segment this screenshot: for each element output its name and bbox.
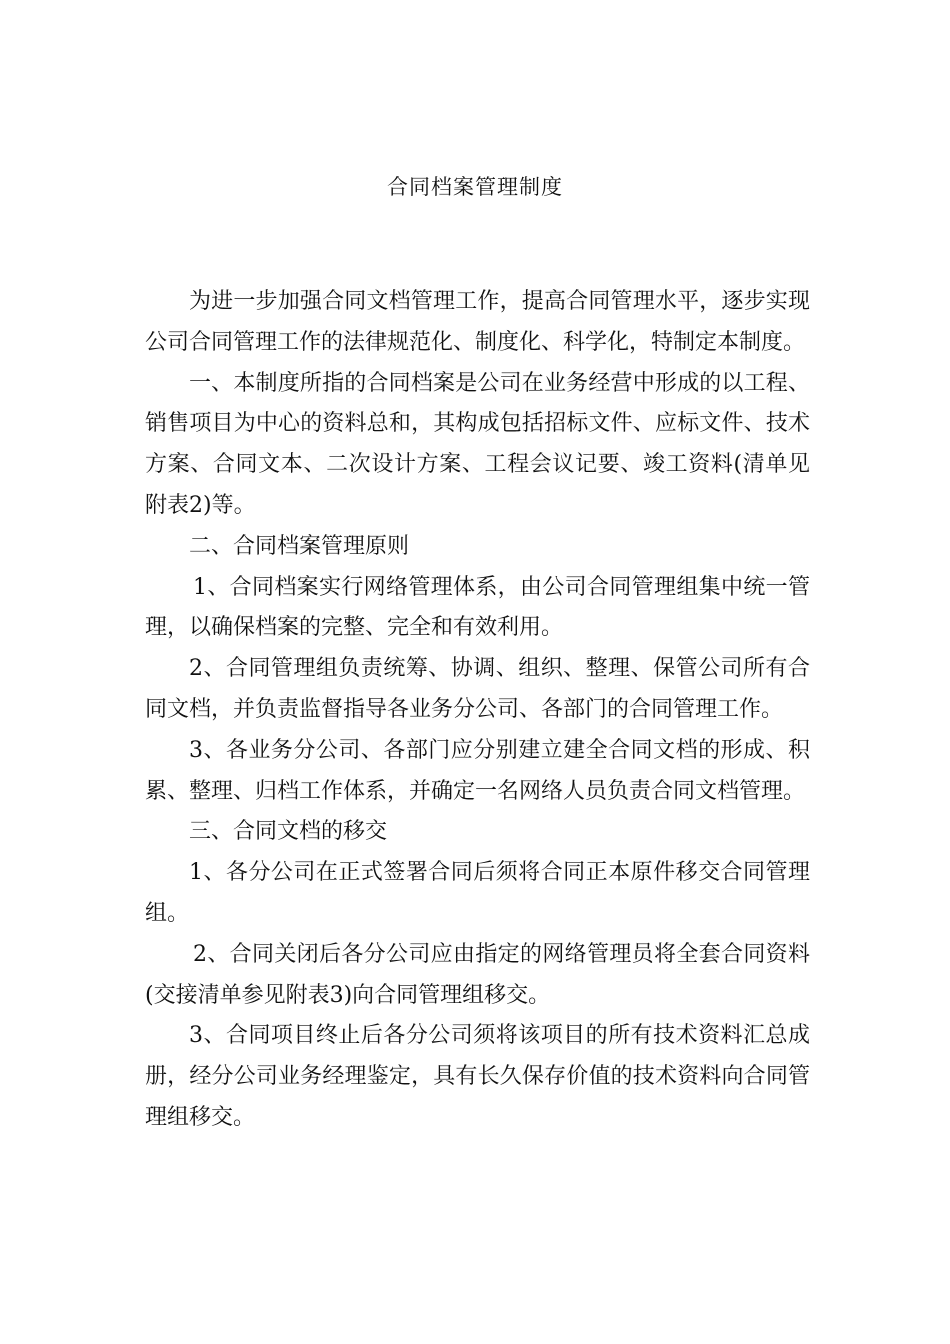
paragraph-section-3-item-3: 3、合同项目终止后各分公司须将该项目的所有技术资料汇总成册，经分公司业务经理鉴定，具有长久保存价值的技术资料向合同管理组移交。	[145, 1023, 810, 1130]
heading-section-2: 二、合同档案管理原则	[189, 533, 410, 559]
heading-section-3: 三、合同文档的移交	[189, 819, 388, 845]
paragraph-section-1: 一、本制度所指的合同档案是公司在业务经营中形成的以工程、销售项目为中心的资料总和，其构成包括招标文件、应标文件、技术方案、合同文本、二次设计方案、工程会议记要、竣工资料(清单见附表2)等。	[145, 370, 810, 518]
document-body	[145, 282, 810, 1139]
paragraph-intro: 为进一步加强合同文档管理工作，提高合同管理水平，逐步实现公司合同管理工作的法律规范化、制度化、科学化，特制定本制度。	[145, 289, 810, 355]
paragraph-section-3-item-2: 2、合同关闭后各分公司应由指定的网络管理员将全套合同资料(交接清单参见附表3)向合同管理组移交。	[145, 941, 810, 1008]
document-title: 合同档案管理制度	[387, 175, 563, 199]
paragraph-section-3-item-1: 1、各分公司在正式签署合同后须将合同正本原件移交合同管理组。	[145, 860, 810, 926]
paragraph-section-2-item-1: 1、合同档案实行网络管理体系，由公司合同管理组集中统一管理，以确保档案的完整、完全和有效利用。	[145, 574, 810, 641]
paragraph-section-2-item-3: 3、各业务分公司、各部门应分别建立建全合同文档的形成、积累、整理、归档工作体系，并确定一名网络人员负责合同文档管理。	[145, 737, 810, 804]
paragraph-section-2-item-2: 2、合同管理组负责统筹、协调、组织、整理、保管公司所有合同文档，并负责监督指导各业务分公司、各部门的合同管理工作。	[145, 656, 810, 722]
